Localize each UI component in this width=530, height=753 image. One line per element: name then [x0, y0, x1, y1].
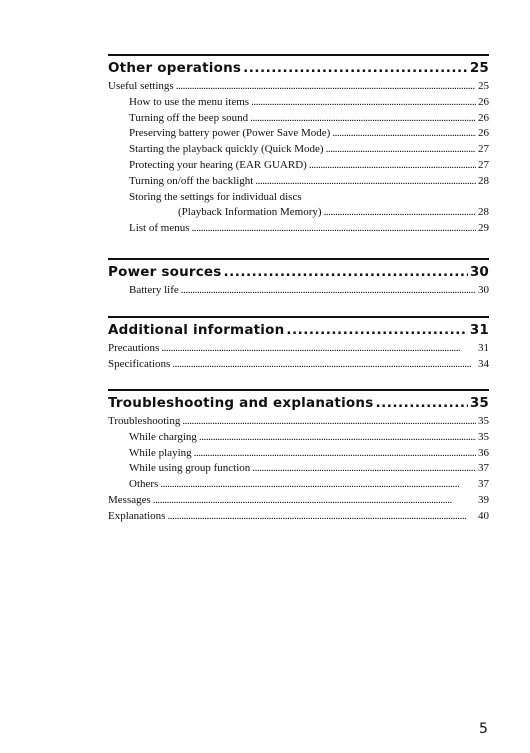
entry-page: 26: [478, 111, 489, 124]
dot-leader: [250, 111, 476, 127]
entry-page: 26: [478, 95, 489, 108]
toc-section-other-operations: [108, 54, 489, 237]
entry-label: Troubleshooting: [108, 415, 181, 427]
entry-label: Starting the playback quickly (Quick Mode): [129, 143, 324, 156]
entry-label: Turning off the beep sound: [129, 111, 249, 124]
dot-leader: [375, 394, 467, 412]
dot-leader: [224, 263, 468, 281]
dot-leader: [332, 126, 476, 142]
section-rule: [108, 54, 489, 56]
entry-label: Messages: [108, 493, 151, 506]
toc-entry: [108, 174, 489, 190]
entry-label: Battery life: [129, 284, 179, 296]
toc-entry: [108, 142, 489, 158]
toc-entry: [108, 509, 489, 525]
toc-entry: [108, 477, 489, 493]
toc-entry: [108, 414, 489, 430]
section-title: Other operations: [108, 60, 242, 76]
dot-leader: [309, 158, 476, 174]
entry-label-continued: (Playback Information Memory): [178, 206, 322, 219]
toc-entry: [108, 493, 489, 509]
dot-leader: [255, 174, 476, 190]
entry-page: 31: [478, 342, 489, 354]
dot-leader: [153, 493, 476, 509]
entry-page: 36: [478, 446, 489, 459]
toc-entry-multiline: [108, 190, 489, 222]
entry-label: Storing the settings for individual discs: [129, 190, 302, 203]
page-number: 5: [479, 721, 488, 737]
entry-label: Explanations: [108, 509, 166, 522]
toc-entry: [108, 341, 489, 357]
entry-page: 37: [478, 478, 489, 491]
entry-page: 25: [478, 80, 489, 92]
toc-entry: [108, 430, 489, 446]
dot-leader: [182, 414, 476, 430]
dot-leader: [160, 477, 476, 493]
dot-leader: [326, 142, 476, 158]
entry-label: Precautions: [108, 342, 160, 354]
dot-leader: [181, 283, 476, 299]
toc-entry: [108, 461, 489, 477]
dot-leader: [252, 461, 476, 477]
dot-leader: [286, 321, 467, 339]
dot-leader: [194, 446, 476, 462]
entry-page: 29: [478, 222, 489, 235]
entry-label: Protecting your hearing (EAR GUARD): [129, 158, 307, 171]
entry-page: 27: [478, 143, 489, 156]
section-heading: [108, 263, 489, 281]
entry-page: 37: [478, 462, 489, 475]
entry-label: Useful settings: [108, 80, 174, 92]
toc-entry: [108, 126, 489, 142]
dot-leader: [176, 79, 476, 95]
section-rule: [108, 258, 489, 260]
entry-label: Preserving battery power (Power Save Mode): [129, 127, 331, 140]
toc-entry: [108, 221, 489, 237]
entry-page: 28: [478, 174, 489, 187]
section-rule: [108, 316, 489, 318]
toc-entry: [108, 79, 489, 95]
entry-label: Others: [129, 478, 159, 491]
entry-page: 27: [478, 158, 489, 171]
entry-label: While charging: [129, 430, 197, 443]
entry-page: 40: [478, 509, 489, 522]
toc-section-additional-information: [108, 316, 489, 373]
toc-entry: [108, 283, 489, 299]
entry-page: 39: [478, 493, 489, 506]
section-page: 31: [469, 322, 489, 338]
section-heading: [108, 59, 489, 77]
toc-entry: [108, 158, 489, 174]
entry-label: Turning on/off the backlight: [129, 174, 254, 187]
entry-page: 26: [478, 127, 489, 140]
entry-page: 35: [478, 415, 489, 427]
dot-leader: [199, 430, 476, 446]
toc-section-troubleshooting: [108, 389, 489, 525]
section-title: Troubleshooting and explanations: [108, 395, 374, 411]
dot-leader: [324, 205, 476, 221]
dot-leader: [243, 59, 468, 77]
entry-page: 35: [478, 430, 489, 443]
entry-label: How to use the menu items: [129, 95, 250, 108]
toc-entry: [108, 111, 489, 127]
toc-section-power-sources: [108, 258, 489, 299]
section-heading: [108, 394, 489, 412]
entry-page: 28: [478, 206, 489, 219]
section-page: 25: [469, 60, 489, 76]
section-title: Power sources: [108, 264, 222, 280]
toc-entry: [108, 357, 489, 373]
entry-page: 34: [478, 357, 489, 370]
dot-leader: [167, 509, 476, 525]
section-page: 35: [469, 395, 489, 411]
dot-leader: [172, 357, 476, 373]
entry-label: While playing: [129, 446, 192, 459]
entry-page: 30: [478, 284, 489, 296]
toc-entry: [108, 446, 489, 462]
toc-entry: [108, 95, 489, 111]
dot-leader: [251, 95, 476, 111]
section-title: Additional information: [108, 322, 285, 338]
dot-leader: [161, 341, 476, 357]
section-rule: [108, 389, 489, 391]
dot-leader: [192, 221, 477, 237]
section-page: 30: [469, 264, 489, 280]
section-heading: [108, 321, 489, 339]
entry-label: Specifications: [108, 357, 171, 370]
entry-label: List of menus: [129, 222, 190, 235]
entry-label: While using group function: [129, 462, 251, 475]
